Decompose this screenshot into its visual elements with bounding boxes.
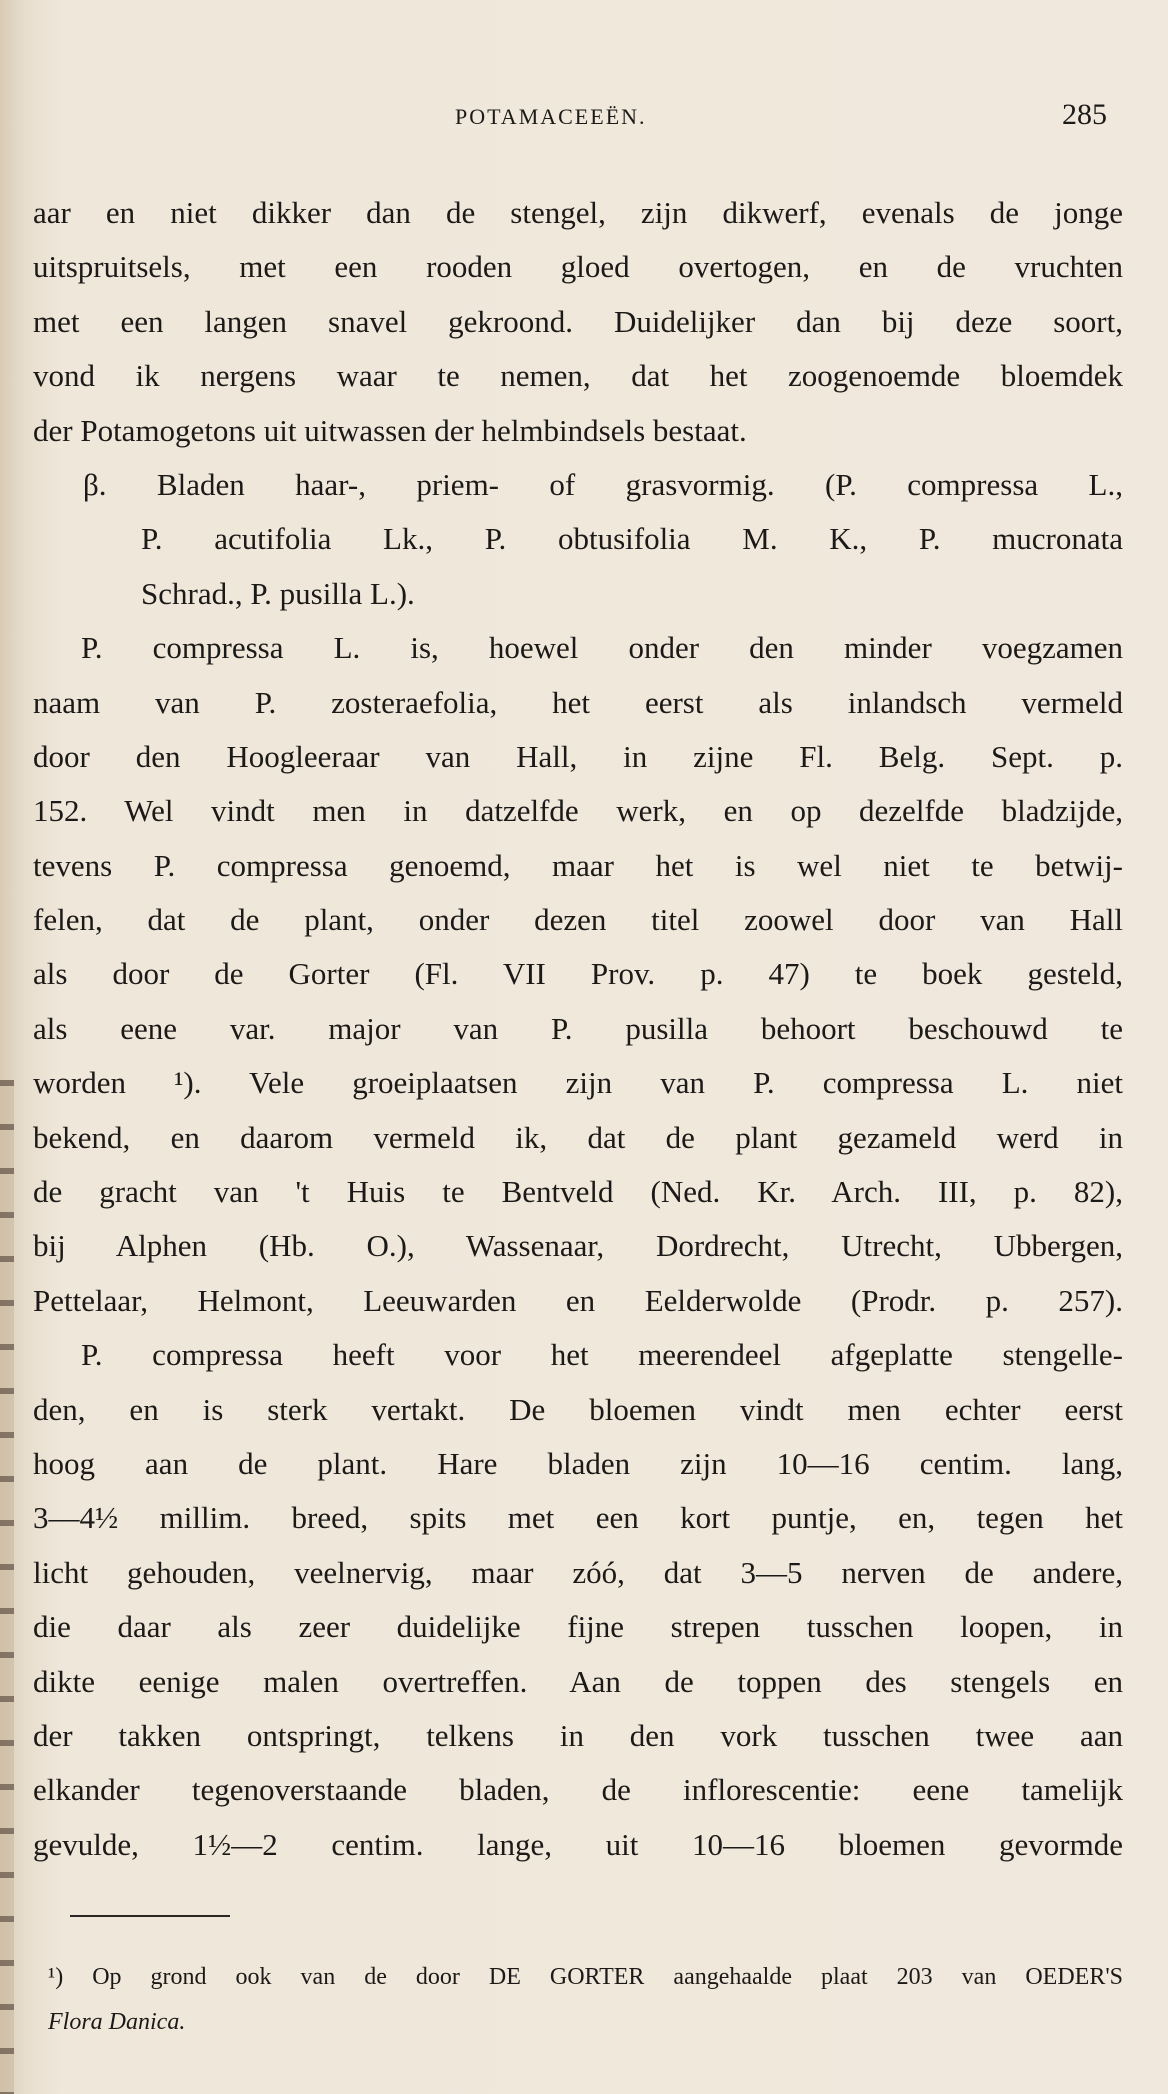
footnote-line: ¹) Op grond ook van de door DE GORTER aangehaalde plaat 203 van OEDER'S	[48, 1964, 1123, 1990]
text-line: bij Alphen (Hb. O.), Wassenaar, Dordrecht, Utrecht, Ubbergen,	[33, 1228, 1123, 1264]
footnote	[48, 1955, 1123, 2045]
text-line: met een langen snavel gekroond. Duidelijker dan bij deze soort,	[33, 303, 1123, 339]
text-line: vond ik nergens waar te nemen, dat het zoogenoemde bloemdek	[33, 358, 1123, 394]
text-line: β. Bladen haar-, priem- of grasvormig. (P. compressa L.,	[83, 466, 1123, 502]
text-line: 152. Wel vindt men in datzelfde werk, en op dezelfde bladzijde,	[33, 793, 1123, 829]
text-line: Pettelaar, Helmont, Leeuwarden en Eelderwolde (Prodr. p. 257).	[33, 1282, 1123, 1318]
text-line: de gracht van 't Huis te Bentveld (Ned. Kr. Arch. III, p. 82),	[33, 1174, 1123, 1210]
page-number: 285	[1062, 98, 1107, 131]
text-line: dikte eenige malen overtreffen. Aan de toppen des stengels en	[33, 1663, 1123, 1699]
text-line: hoog aan de plant. Hare bladen zijn 10—16 centim. lang,	[33, 1445, 1123, 1481]
footnote-rule	[70, 1915, 230, 1917]
text-line: der takken ontspringt, telkens in den vork tusschen twee aan	[33, 1717, 1123, 1753]
page-header	[0, 98, 1168, 138]
text-line: uitspruitsels, met een rooden gloed overtogen, en de vruchten	[33, 249, 1123, 285]
text-line: licht gehouden, veelnervig, maar zóó, dat 3—5 nerven de andere,	[33, 1554, 1123, 1590]
body-text	[33, 186, 1123, 1872]
text-line: bekend, en daarom vermeld ik, dat de plant gezameld werd in	[33, 1119, 1123, 1155]
text-line: tevens P. compressa genoemd, maar het is wel niet te betwij-	[33, 847, 1123, 883]
text-line: als door de Gorter (Fl. VII Prov. p. 47) te boek gesteld,	[33, 956, 1123, 992]
footnote-line: Flora Danica.	[48, 2009, 186, 2035]
text-line: naam van P. zosteraefolia, het eerst als inlandsch vermeld	[33, 684, 1123, 720]
text-line: den, en is sterk vertakt. De bloemen vindt men echter eerst	[33, 1391, 1123, 1427]
binding-gutter	[0, 1080, 14, 2094]
text-line: P. compressa heeft voor het meerendeel afgeplatte stengelle-	[81, 1337, 1123, 1373]
text-line: worden ¹). Vele groeiplaatsen zijn van P. compressa L. niet	[33, 1065, 1123, 1101]
text-line: elkander tegenoverstaande bladen, de inflorescentie: eene tamelijk	[33, 1772, 1123, 1808]
text-line: felen, dat de plant, onder dezen titel zoowel door van Hall	[33, 902, 1123, 938]
text-line: die daar als zeer duidelijke fijne strepen tusschen loopen, in	[33, 1609, 1123, 1645]
text-line: P. compressa L. is, hoewel onder den minder voegzamen	[81, 630, 1123, 666]
running-title: POTAMACEEËN.	[455, 104, 647, 129]
text-line: door den Hoogleeraar van Hall, in zijne Fl. Belg. Sept. p.	[33, 738, 1123, 774]
text-line: P. acutifolia Lk., P. obtusifolia M. K., P. mucronata	[141, 521, 1123, 557]
text-line: Schrad., P. pusilla L.).	[141, 575, 415, 611]
text-line: gevulde, 1½—2 centim. lange, uit 10—16 bloemen gevormde	[33, 1826, 1123, 1862]
text-line: der Potamogetons uit uitwassen der helmbindsels bestaat.	[33, 412, 747, 448]
text-line: aar en niet dikker dan de stengel, zijn dikwerf, evenals de jonge	[33, 195, 1123, 230]
text-line: 3—4½ millim. breed, spits met een kort puntje, en, tegen het	[33, 1500, 1123, 1536]
text-line: als eene var. major van P. pusilla behoort beschouwd te	[33, 1010, 1123, 1046]
